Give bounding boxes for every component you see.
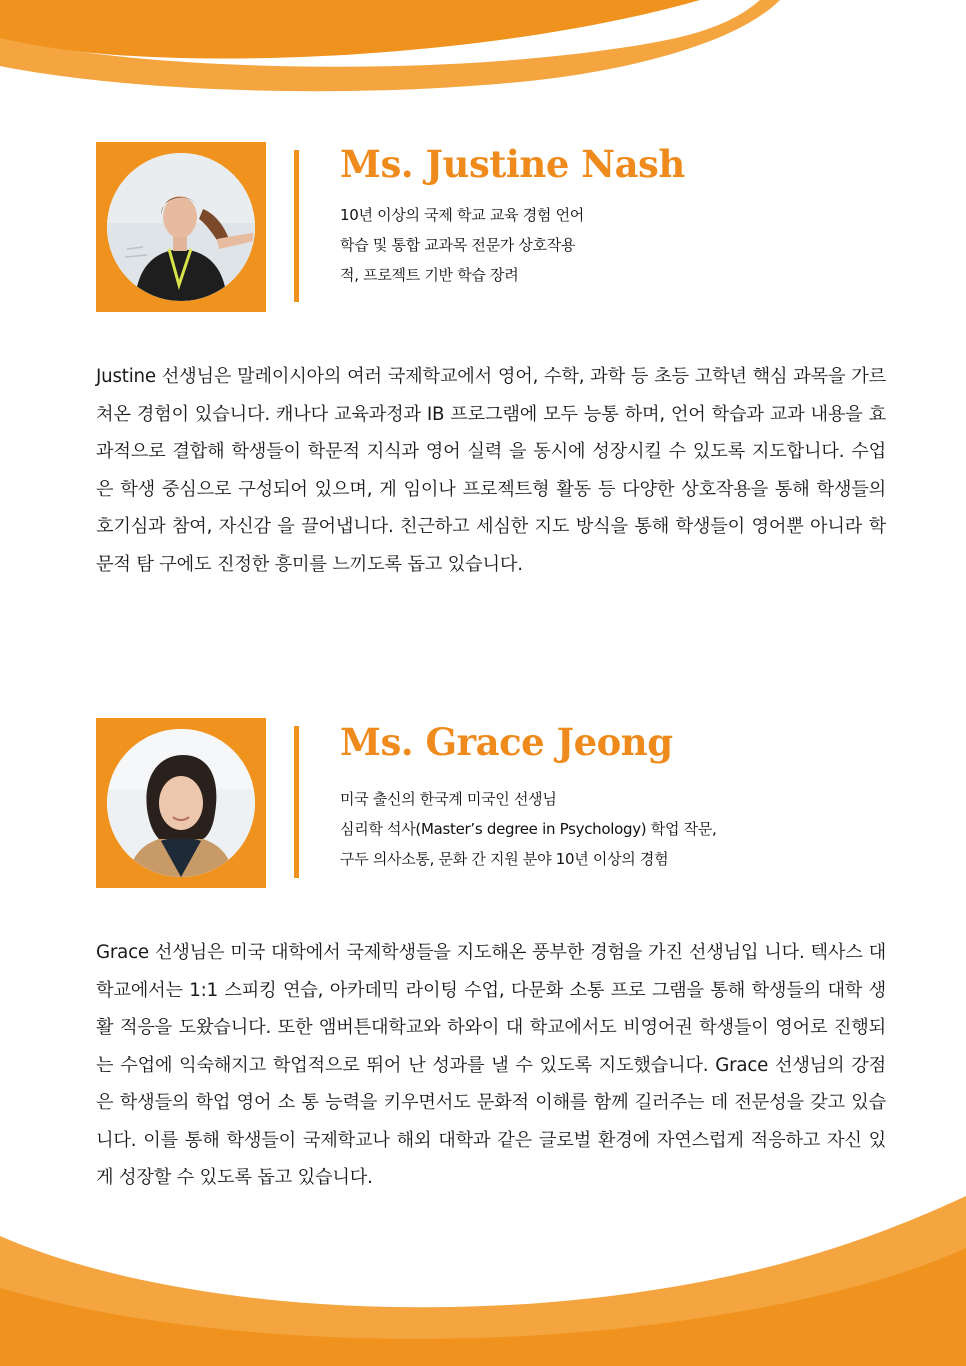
teacher-name: Ms. Justine Nash — [340, 142, 685, 186]
accent-divider — [294, 726, 299, 878]
teacher-credentials — [340, 200, 760, 290]
credential-line: 학습 및 통합 교과목 전문가 상호작용 — [340, 236, 576, 254]
teacher-profile-1 — [96, 142, 886, 312]
teacher-photo-frame — [96, 718, 266, 888]
teacher-credentials — [340, 784, 860, 874]
teacher-photo — [107, 153, 255, 301]
credential-line: 미국 출신의 한국계 미국인 선생님 — [340, 790, 557, 808]
teacher-photo-frame — [96, 142, 266, 312]
teacher-bio: Grace 선생님은 미국 대학에서 국제학생들을 지도해온 풍부한 경험을 가진 선생님입 니다. 텍사스 대학교에서는 1:1 스피킹 연습, 아카데믹 라이팅 수업, 다문화 소통 프로 그램을 통해 학생들의 대학 생활 적응을 도왔습니다. 또한 앰버튼대학교와 하와이 대 학교에서도 비영어권 학생들이 영어로 진행되는 수업에 익숙해지고 학업적으로 뛰어 난 성과를 낼 수 있도록 지도했습니다. Grace 선생님의 강점은 학생들의 학업 영어 소 통 능력을 키우면서도 문화적 이해를 함께 길러주는 데 전문성을 갖고 있습니다. 이를 통해 학생들이 국제학교나 해외 대학과 같은 글로벌 환경에 자연스럽게 적응하고 자신 있게 성장할 수 있도록 돕고 있습니다. — [96, 942, 886, 1188]
teacher-profile-2 — [96, 718, 886, 888]
credential-line: 심리학 석사(Master’s degree in Psychology) 학업 작문, — [340, 820, 717, 838]
bottom-wave-decoration — [0, 1196, 966, 1366]
teacher-photo — [107, 729, 255, 877]
credential-line: 10년 이상의 국제 학교 교육 경험 언어 — [340, 206, 584, 224]
teacher-bio: Justine 선생님은 말레이시아의 여러 국제학교에서 영어, 수학, 과학 등 초등 고학년 핵심 과목을 가르쳐온 경험이 있습니다. 캐나다 교육과정과 IB 프로그램에 모두 능통 하며, 언어 학습과 교과 내용을 효과적으로 결합해 학생들이 학문적 지식과 영어 실력 을 동시에 성장시킬 수 있도록 지도합니다. 수업은 학생 중심으로 구성되어 있으며, 게 임이나 프로젝트형 활동 등 다양한 상호작용을 통해 학생들의 호기심과 참여, 자신감 을 끌어냅니다. 친근하고 세심한 지도 방식을 통해 학생들이 영어뿐 아니라 학문적 탐 구에도 진정한 흥미를 느끼도록 돕고 있습니다. — [96, 366, 886, 575]
credential-line: 적, 프로젝트 기반 학습 장려 — [340, 266, 519, 284]
accent-divider — [294, 150, 299, 302]
top-wave-decoration — [0, 0, 966, 110]
credential-line: 구두 의사소통, 문화 간 지원 분야 10년 이상의 경험 — [340, 850, 669, 868]
teacher-name: Ms. Grace Jeong — [340, 720, 673, 764]
